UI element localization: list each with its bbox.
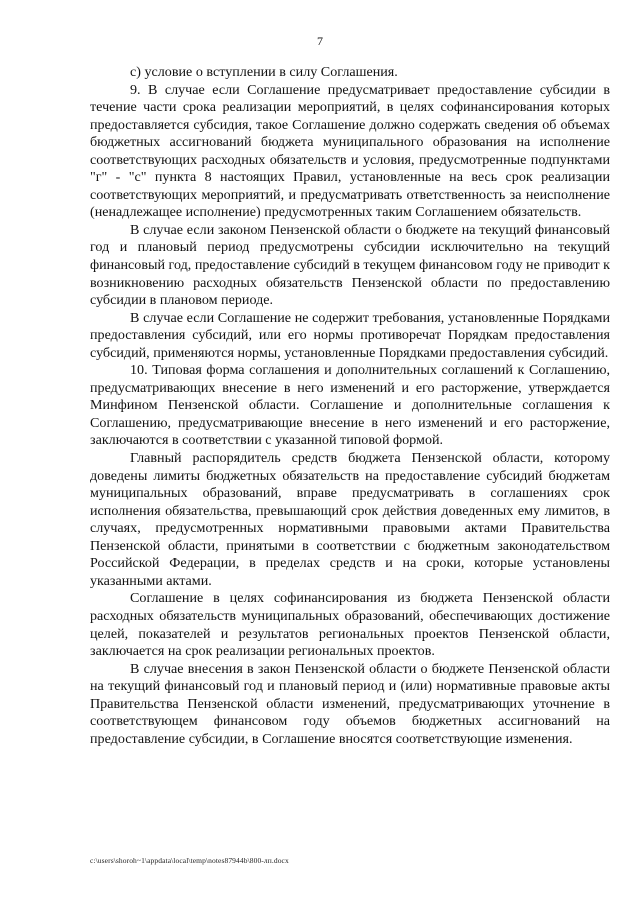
paragraph-amendments: В случае внесения в закон Пензенской области о бюджете Пензенской области на текущий финансовый год и плановый период и (или) нормативные правовые акты Правительства Пензенской области изменений, предусматривающих уточнение в соответствующем финансовом году объемов бюджетных ассигнований на предоставление субсидии, в Соглашение вносятся соответствующие изменения. <box>90 660 610 747</box>
paragraph-chief-administrator: Главный распорядитель средств бюджета Пензенской области, которому доведены лимиты бюджетных обязательств на предоставление субсидий бюджетам муниципальных образований, вправе предусматривать в соглашениях срок исполнения обязательства, превышающий срок действия доведенных ему лимитов, в случаях, предусмотренных нормативными правовыми актами Правительства Пензенской области, принятыми в соответствии с бюджетным законодательством Российской Федерации, в пределах средств и на сроки, которые установлены указанными актами. <box>90 450 610 589</box>
paragraph-clause-c: c) условие о вступлении в силу Соглашения. <box>130 64 398 80</box>
paragraph-conflict-rules: В случае если Соглашение не содержит требования, установленные Порядками предоставления субсидий, или его нормы противоречат Порядкам предоставления субсидий, применяются нормы, установленные Порядками предоставления субсидий. <box>90 309 610 361</box>
footer-file-path: c:\users\shoroh~1\appdata\local\temp\notes87944b\800-лп.docx <box>90 856 289 865</box>
paragraph-item-9: 9. В случае если Соглашение предусматривает предоставление субсидии в течение части срока реализации мероприятий, в целях софинансирования которых предоставляется субсидия, такое Соглашение должно содержать сведения об объемах бюджетных ассигнований бюджета муниципального образования на исполнение соответствующих расходных обязательств и условия, предусмотренные подпунктами "г" - "с" пункта 8 настоящих Правил, установленные на весь срок реализации соответствующих мероприятий, и предусматривать ответственность за неисполнение (ненадлежащее исполнение) предусмотренных таким Соглашением обязательств. <box>90 81 610 221</box>
paragraph-budget-law: В случае если законом Пензенской области о бюджете на текущий финансовый год и плановый период предусмотрены субсидии исключительно на текущий финансовый год, предоставление субсидий в текущем финансовом году не приводит к возникновению расходных обязательств Пензенской области по предоставлению субсидии в плановом периоде. <box>90 221 610 309</box>
paragraph-regional-projects: Соглашение в целях софинансирования из бюджета Пензенской области расходных обязательств муниципальных образований, обеспечивающих достижение целей, показателей и результатов региональных проектов Пензенской области, заключается на срок реализации региональных проектов. <box>90 590 610 660</box>
paragraph-item-10: 10. Типовая форма соглашения и дополнительных соглашений к Соглашению, предусматривающих внесение в него изменений и его расторжение, утверждается Минфином Пензенской области. Соглашение и дополнительные соглашения к Соглашению, предусматривающие внесение в него изменений и его расторжение, заключаются в соответствии с указанной типовой формой. <box>90 362 610 449</box>
document-body <box>90 64 610 748</box>
page-number: 7 <box>317 34 323 48</box>
